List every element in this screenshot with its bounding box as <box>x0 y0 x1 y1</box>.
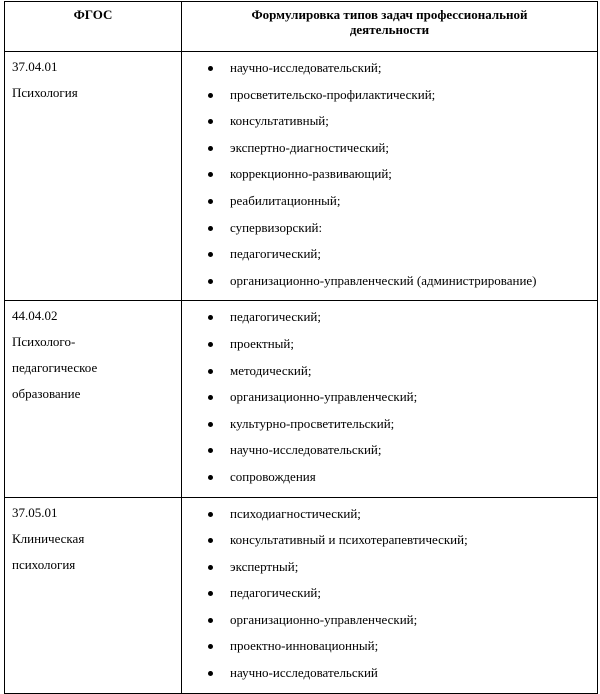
bullet-icon <box>208 395 213 400</box>
list-item <box>182 437 597 464</box>
list-item-text: научно-исследовательский <box>230 665 378 681</box>
bullet-icon <box>208 199 213 204</box>
header-fgos: ФГОС <box>5 2 182 52</box>
list-item-text: просветительско-профилактический; <box>230 86 436 102</box>
list-item <box>182 161 597 188</box>
bullet-icon <box>208 279 213 284</box>
list-item <box>182 358 597 385</box>
list-item-text: реабилитационный; <box>230 192 341 208</box>
bullet-icon <box>208 475 213 480</box>
bullet-icon <box>208 448 213 453</box>
bullet-icon <box>208 512 213 517</box>
bullet-icon <box>208 591 213 596</box>
list-item <box>182 188 597 215</box>
list-item-text: экспертный; <box>230 558 299 574</box>
list-item-text: педагогический; <box>230 309 321 325</box>
fgos-name-line: Клиническая <box>12 530 85 546</box>
fgos-name-line: психология <box>12 556 76 572</box>
list-item-text: коррекционно-развивающий; <box>230 166 392 182</box>
list-item <box>182 304 597 331</box>
bullet-icon <box>208 315 213 320</box>
list-item <box>182 464 597 491</box>
bullet-icon <box>208 93 213 98</box>
task-types-cell <box>182 52 598 301</box>
list-item <box>182 554 597 581</box>
list-item-text: консультативный; <box>230 113 329 129</box>
fgos-name-line: Психология <box>12 85 78 100</box>
list-item <box>182 331 597 358</box>
bullet-icon <box>208 66 213 71</box>
list-item-text: организационно-управленческий (администрирование) <box>230 272 537 288</box>
list-item <box>182 135 597 162</box>
bullet-icon <box>208 671 213 676</box>
fgos-cell <box>5 301 182 497</box>
bullet-icon <box>208 565 213 570</box>
list-item <box>182 411 597 438</box>
header-task-types <box>182 2 598 52</box>
bullet-icon <box>208 644 213 649</box>
list-item <box>182 268 597 295</box>
list-item-text: проектно-инновационный; <box>230 638 379 654</box>
list-item <box>182 384 597 411</box>
bullet-icon <box>208 252 213 257</box>
list-item-text: организационно-управленческий; <box>230 389 418 405</box>
header-task-types-line-2: деятельности <box>349 22 430 37</box>
list-item <box>182 660 597 687</box>
fgos-code: 37.04.01 <box>12 59 58 74</box>
list-item-text: культурно-просветительский; <box>230 415 395 431</box>
fgos-name-line: Психолого- <box>12 334 76 350</box>
list-item <box>182 108 597 135</box>
bullet-icon <box>208 369 213 374</box>
list-item-text: организационно-управленческий; <box>230 611 418 627</box>
list-item-text: консультативный и психотерапевтический; <box>230 532 468 548</box>
bullet-icon <box>208 119 213 124</box>
fgos-name-line: педагогическое <box>12 360 98 376</box>
list-item-text: супервизорский: <box>230 219 323 235</box>
list-item <box>182 241 597 268</box>
list-item <box>182 501 597 528</box>
list-item <box>182 55 597 82</box>
bullet-icon <box>208 146 213 151</box>
fgos-code: 37.05.01 <box>12 504 58 520</box>
list-item <box>182 607 597 634</box>
list-item-text: экспертно-диагностический; <box>230 139 389 155</box>
list-item <box>182 82 597 109</box>
task-types-list <box>182 498 597 693</box>
list-item <box>182 580 597 607</box>
bullet-icon <box>208 538 213 543</box>
bullet-icon <box>208 172 213 177</box>
fgos-name-line: образование <box>12 386 81 402</box>
fgos-cell <box>5 52 182 301</box>
list-item <box>182 527 597 554</box>
task-types-list <box>182 301 597 496</box>
header-task-types-line-1: Формулировка типов задач профессиональной <box>251 7 528 22</box>
list-item <box>182 215 597 242</box>
list-item-text: научно-исследовательский; <box>230 60 382 75</box>
fgos-table <box>4 1 598 694</box>
list-item-text: сопровождения <box>230 468 316 484</box>
header-row <box>5 2 598 52</box>
list-item-text: научно-исследовательский; <box>230 442 382 458</box>
list-item-text: методический; <box>230 362 312 378</box>
task-types-list <box>182 52 597 300</box>
task-types-cell <box>182 301 598 497</box>
fgos-cell <box>5 497 182 693</box>
table-row <box>5 301 598 497</box>
bullet-icon <box>208 422 213 427</box>
list-item <box>182 633 597 660</box>
table-row <box>5 52 598 301</box>
bullet-icon <box>208 226 213 231</box>
bullet-icon <box>208 342 213 347</box>
list-item-text: педагогический; <box>230 585 321 601</box>
bullet-icon <box>208 618 213 623</box>
list-item-text: психодиагностический; <box>230 505 361 521</box>
list-item-text: проектный; <box>230 335 294 351</box>
list-item-text: педагогический; <box>230 246 321 262</box>
table-row <box>5 497 598 693</box>
task-types-cell <box>182 497 598 693</box>
fgos-code: 44.04.02 <box>12 308 58 324</box>
